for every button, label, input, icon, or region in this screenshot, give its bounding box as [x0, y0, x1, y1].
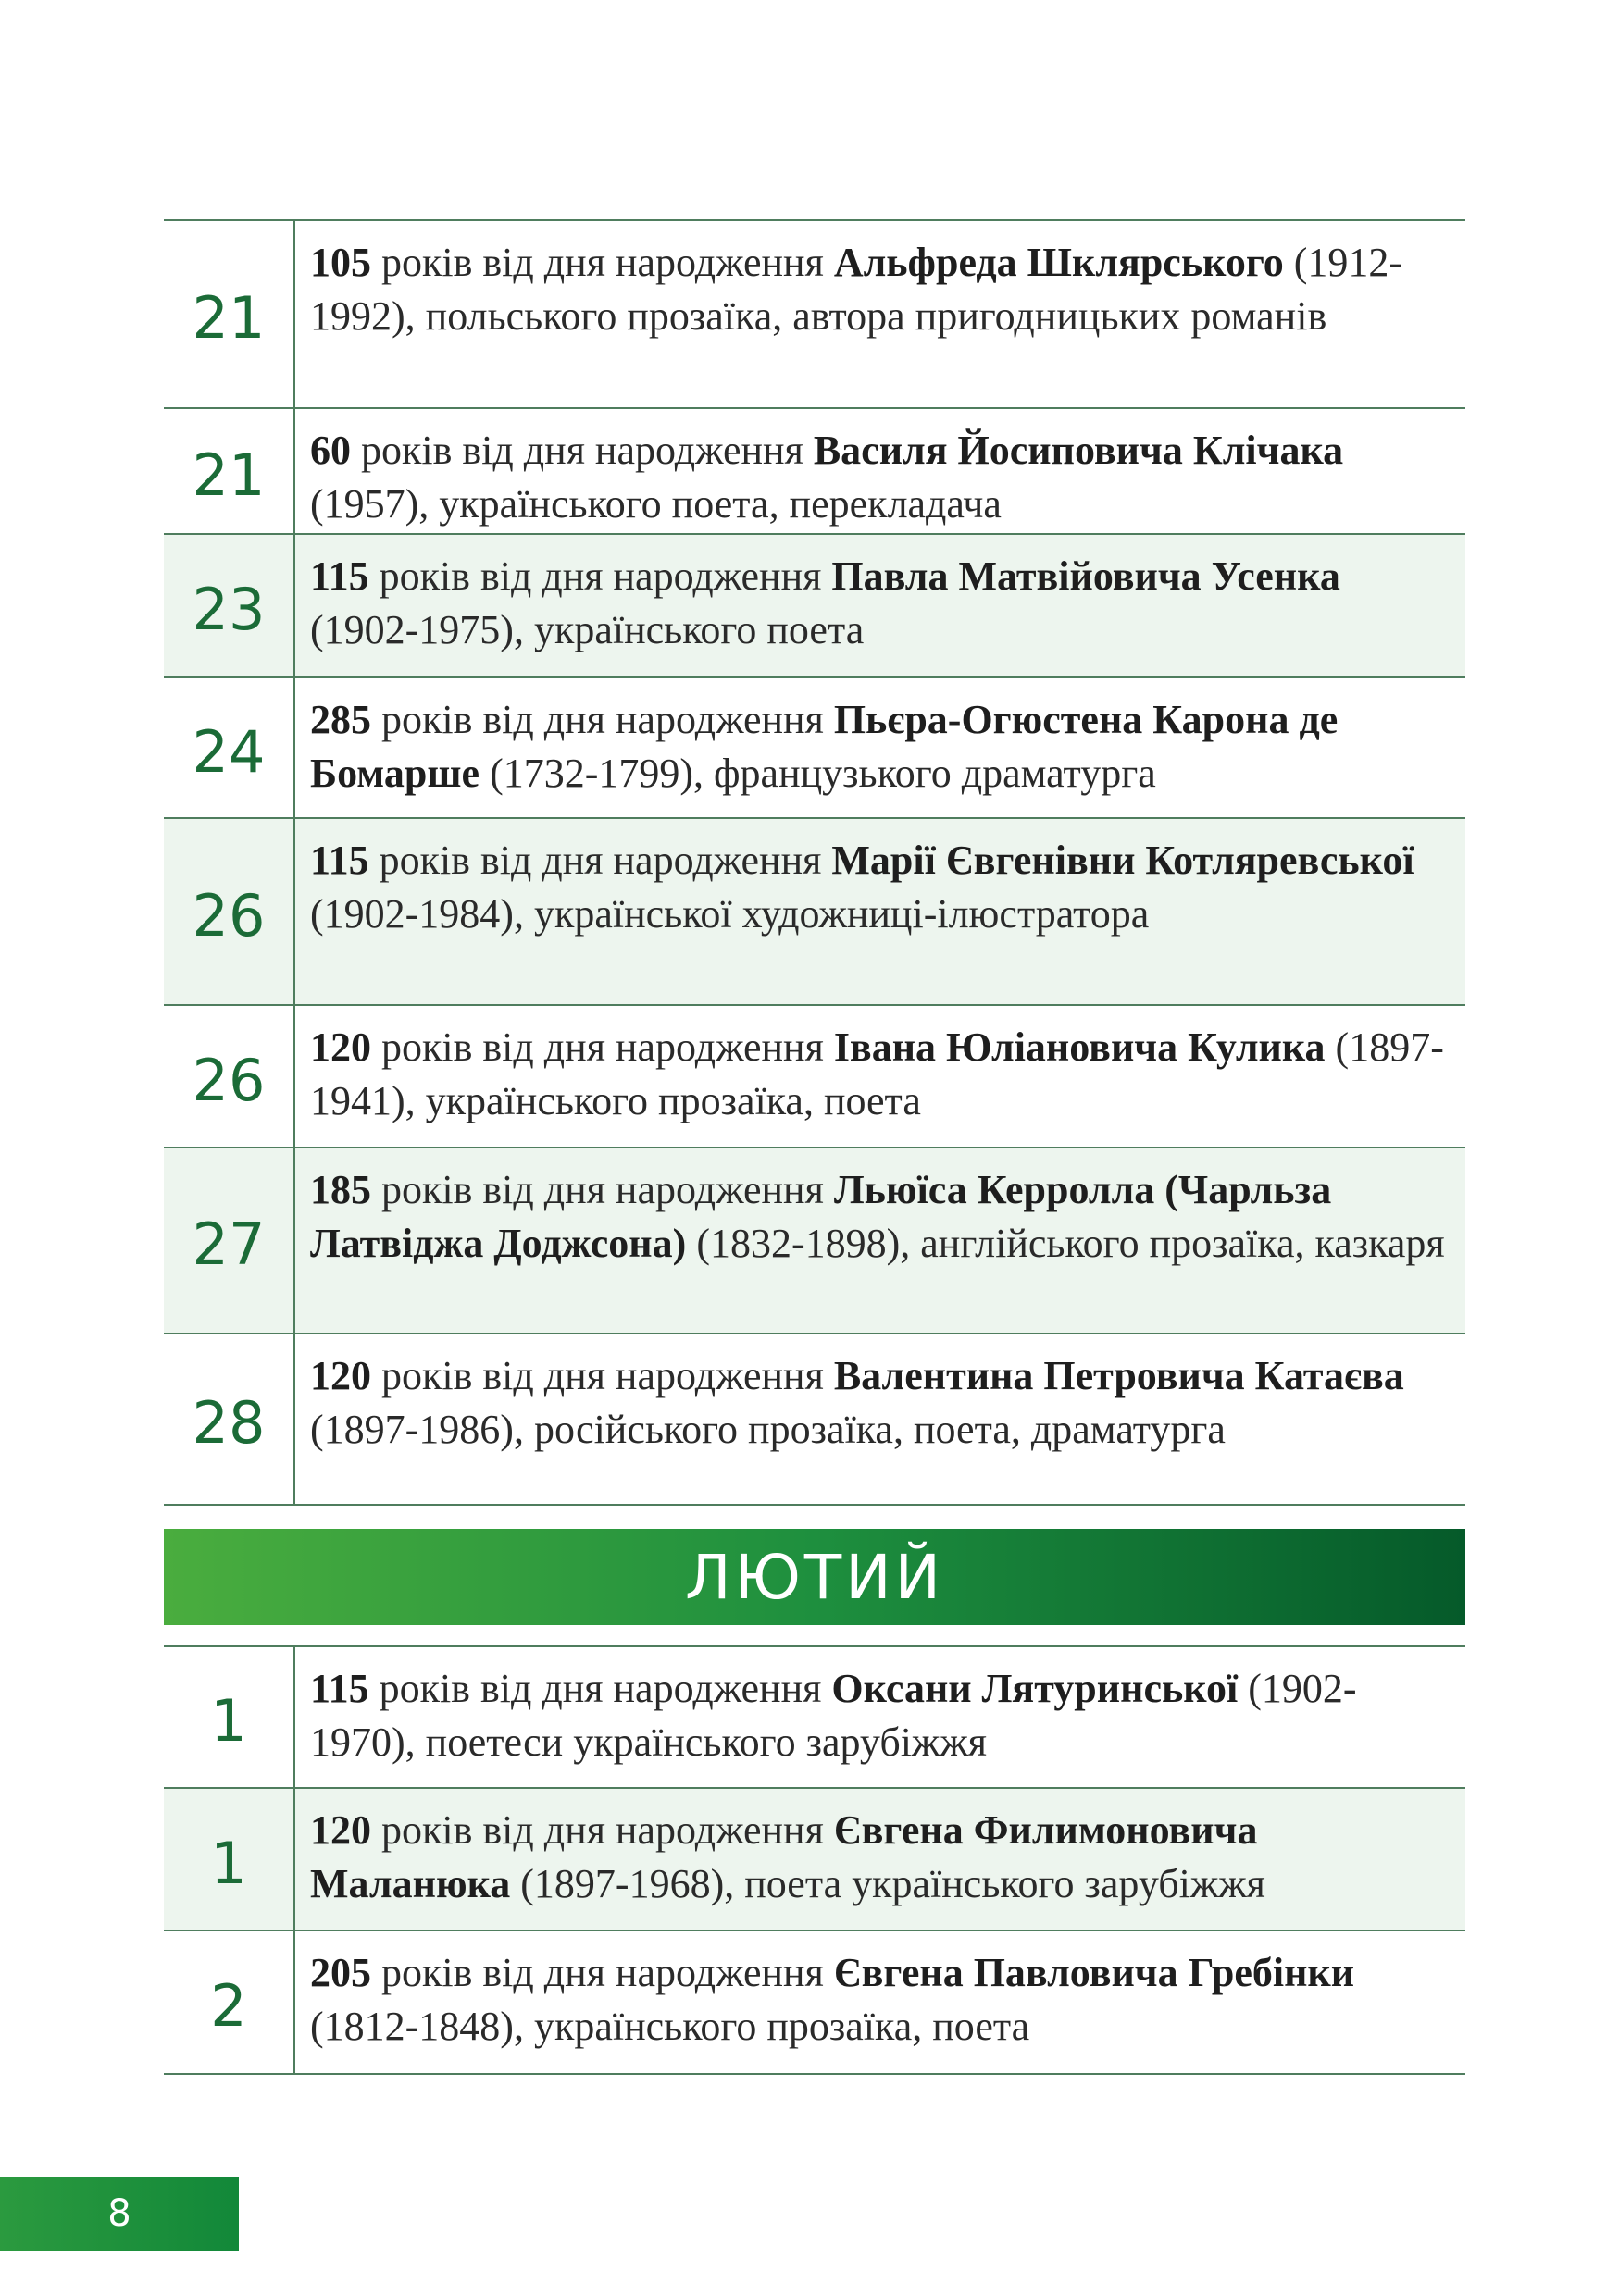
event-cell [295, 1006, 1465, 1147]
person-name: Євгена Павловича Гребінки [833, 1950, 1355, 1995]
day-cell: 1 [164, 1789, 295, 1930]
table-row [164, 1148, 1465, 1334]
event-details: (1897-1968), поета українського зарубіжжя [510, 1861, 1265, 1906]
table-row [164, 1931, 1465, 2075]
table-row [164, 678, 1465, 819]
event-phrase: років від дня народження [368, 838, 832, 883]
event-phrase: років від дня народження [368, 553, 832, 599]
event-cell [295, 1334, 1465, 1504]
person-name: Івана Юліановича Кулика [833, 1024, 1326, 1070]
day-cell: 2 [164, 1931, 295, 2073]
years-count: 120 [310, 1024, 371, 1070]
event-cell [295, 678, 1465, 817]
event-cell [295, 1647, 1465, 1787]
table-row [164, 1006, 1465, 1148]
month-banner: ЛЮТИЙ [164, 1529, 1465, 1625]
event-details: (1902-1970), поетеси українського зарубіжжя [310, 1666, 1357, 1765]
day-cell: 1 [164, 1647, 295, 1787]
event-phrase: років від дня народження [371, 1807, 834, 1853]
event-details: (1832-1898), англійського прозаїка, казкаря [686, 1221, 1445, 1266]
years-count: 205 [310, 1950, 371, 1995]
event-phrase: років від дня народження [351, 428, 814, 473]
table-row [164, 219, 1465, 409]
day-cell: 27 [164, 1148, 295, 1333]
event-cell [295, 409, 1465, 533]
event-details: (1912-1992), польського прозаїка, автора пригодницьких романів [310, 240, 1403, 339]
event-phrase: років від дня народження [371, 1167, 834, 1212]
anniversary-table-february [164, 1645, 1465, 2075]
person-name: Пьєра-Огюстена Карона де Бомарше [310, 697, 1339, 796]
event-cell [295, 1789, 1465, 1930]
day-cell: 26 [164, 819, 295, 1004]
table-row [164, 1789, 1465, 1931]
event-cell [295, 535, 1465, 676]
anniversary-table-january [164, 219, 1465, 1506]
event-details: (1902-1984), української художниці-ілюстратора [310, 891, 1150, 937]
event-cell [295, 1931, 1465, 2073]
page-number: 8 [0, 2177, 239, 2251]
day-cell: 21 [164, 221, 295, 407]
person-name: Льюїса Керролла (Чарльза Латвіджа Доджсона) [310, 1167, 1332, 1266]
years-count: 115 [310, 1666, 369, 1711]
day-cell: 23 [164, 535, 295, 676]
event-phrase: років від дня народження [371, 1024, 834, 1070]
day-cell: 21 [164, 409, 295, 533]
event-details: (1957), українського поета, перекладача [310, 481, 1002, 527]
years-count: 115 [310, 838, 369, 883]
event-cell [295, 819, 1465, 1004]
event-details: (1812-1848), українського прозаїка, поета [310, 2004, 1030, 2049]
event-phrase: років від дня народження [371, 1353, 834, 1398]
years-count: 105 [310, 240, 371, 285]
table-row [164, 819, 1465, 1006]
table-row [164, 1645, 1465, 1789]
event-phrase: років від дня народження [368, 1666, 832, 1711]
person-name: Василя Йосиповича Клічака [813, 428, 1344, 473]
event-details: (1902-1975), українського поета [310, 607, 865, 652]
event-phrase: років від дня народження [371, 697, 834, 742]
table-row [164, 535, 1465, 678]
table-row [164, 409, 1465, 535]
years-count: 185 [310, 1167, 371, 1212]
person-name: Валентина Петровича Катаєва [833, 1353, 1404, 1398]
day-cell: 28 [164, 1334, 295, 1504]
event-details: (1897-1986), російського прозаїка, поета, драматурга [310, 1407, 1226, 1452]
years-count: 115 [310, 553, 369, 599]
years-count: 120 [310, 1807, 371, 1853]
years-count: 285 [310, 697, 371, 742]
day-cell: 26 [164, 1006, 295, 1147]
event-phrase: років від дня народження [371, 1950, 834, 1995]
person-name: Оксани Лятуринської [831, 1666, 1239, 1711]
person-name: Євгена Филимоновича Маланюка [310, 1807, 1258, 1906]
event-cell [295, 1148, 1465, 1333]
event-cell [295, 221, 1465, 407]
day-cell: 24 [164, 678, 295, 817]
person-name: Альфреда Шклярського [833, 240, 1284, 285]
years-count: 120 [310, 1353, 371, 1398]
table-row [164, 1334, 1465, 1506]
event-phrase: років від дня народження [371, 240, 834, 285]
event-details: (1732-1799), французького драматурга [479, 751, 1156, 796]
person-name: Марії Євгенівни Котляревської [831, 838, 1414, 883]
person-name: Павла Матвійовича Усенка [831, 553, 1340, 599]
years-count: 60 [310, 428, 351, 473]
event-details: (1897-1941), українського прозаїка, поета [310, 1024, 1444, 1123]
